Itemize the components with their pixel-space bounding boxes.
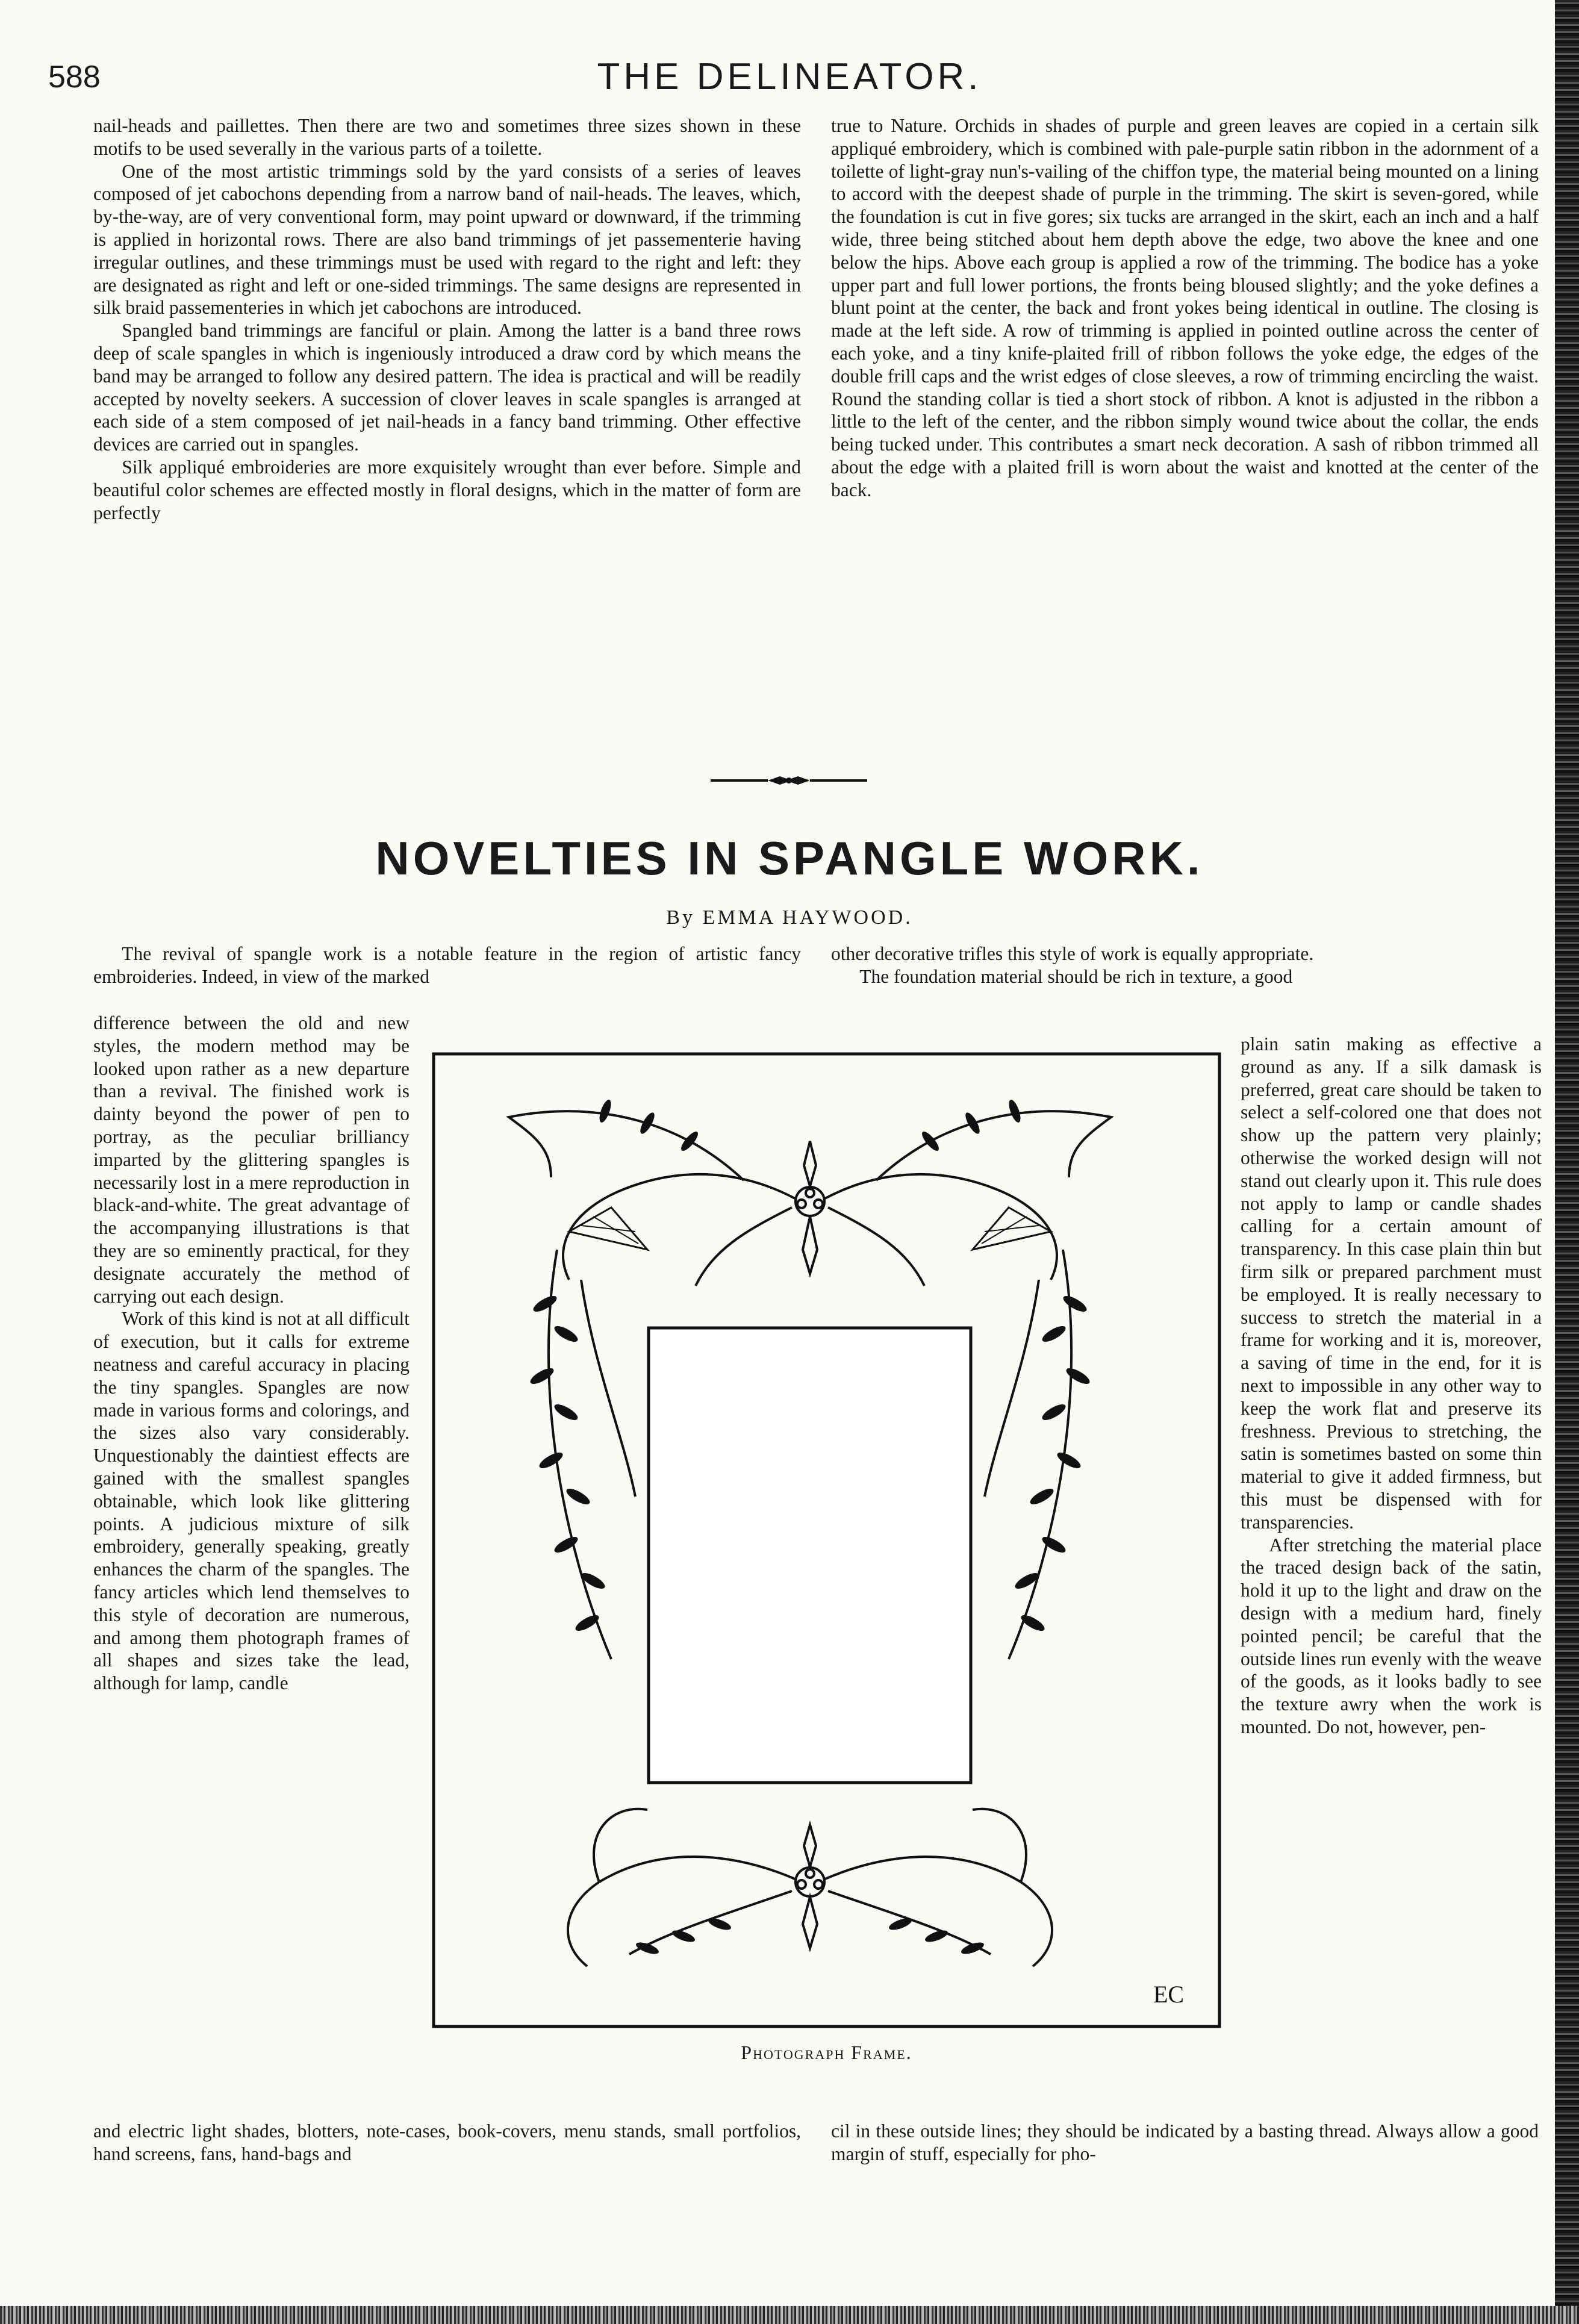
paragraph: and electric light shades, blotters, note-cases, book-covers, menu stands, small portfolios, hand screens, fans, hand-bags and [93,2120,801,2164]
paragraph: Work of this kind is not at all difficult of execution, but it calls for extreme neatness and careful accuracy in placing the tiny spangles. Spangles are now made in various forms and colorings, and the sizes also vary considerably. Unquestionably the daintiest effects are gained with the smallest spangles obtainable, which look like glittering points. A judicious mixture of silk embroidery, generally speaking, greatly enhances the charm of the spangles. The fancy articles which lend themselves to this style of decoration are numerous, and among them photograph frames of all shapes and sizes take the lead, although for lamp, candle [93,1308,410,1694]
paragraph: The revival of spangle work is a notable feature in the region of artistic fancy embroideries. Indeed, in view of the marked [93,943,801,987]
paragraph: true to Nature. Orchids in shades of purple and green leaves are copied in a certain silk appliqué embroidery, which is combined with pale-purple satin ribbon in the adornment of a toilette of light-gray nun's-vailing of the chiffon type, the material being mounted on a lining to accord with the deepest shade of purple in the trimming. The skirt is seven-gored, while the foundation is cut in five gores; six tucks are arranged in the skirt, each an inch and a half wide, three being stitched about hem depth above the edge, two above the knee and one below the hips. Above each group is applied a row of the trimming. The bodice has a yoke upper part and full lower portions, the fronts being bloused slightly; and the yoke defines a blunt point at the center, the back and front yokes being identical in outline. The closing is made at the left side. A row of trimming is applied in pointed outline across the center of each yoke, and a tiny knife-plaited frill of ribbon follows the yoke edge, the edges of the double frill caps and the wrist edges of close sleeves, a row of trimming encircling the waist. Round the standing collar is tied a short stock of ribbon. A knot is adjusted in the ribbon a little to the left of the center, and the ribbon simply wound twice about the collar, the ends being tucked under. This contributes a smart neck decoration. A sash of ribbon trimmed all about the edge with a plaited frill is worn about the waist and knotted at the center of the back. [831,115,1539,500]
figure-caption: Photograph Frame. [741,2042,912,2063]
magazine-title: THE DELINEATOR. [597,56,982,98]
intro-right-text [831,942,1539,988]
paragraph: Spangled band trimmings are fanciful or plain. Among the latter is a band three rows deep of scale spangles in which is ingeniously introduced a draw cord by which means the band may be arranged to follow any desired pattern. The idea is practical and will be readily accepted by novelty seekers. A succession of clover leaves in scale spangles is arranged at each side of a stem composed of jet nail-heads in a fancy band trimming. Other effective devices are carried out in spangles. [93,320,801,455]
paragraph: plain satin making as effective a ground as any. If a silk damask is preferred, great care should be taken to select a self-colored one that does not show up the pattern very plainly; otherwise the worked design will not stand out clearly upon it. This rule does not apply to lamp or candle shades calling for a certain amount of transparency. In this case plain thin but firm silk or prepared parchment must be employed. It is really necessary to success to stretch the material in a frame for working and it is, moreover, a saving of time in the end, for it is next to impossible in any other way to keep the work flat and preserve its freshness. Previous to stretching, the satin is sometimes basted on some thin material to give it added firmness, but this must be dispensed with for transparencies. [1241,1033,1542,1533]
top-article-left-column [93,114,801,524]
page-number: 588 [48,60,101,95]
paragraph: difference between the old and new styles, the modern method may be looked upon rather as a new departure than a revival. The finished work is dainty beyond the power of pen to portray, as the peculiar brilliancy imparted by the glittering spangles is necessarily lost in a mere reproduction in black-and-white. The great advantage of the accompanying illustrations is that they are so eminently practical, for they designate accurately the method of carrying out each design. [93,1012,410,1307]
intro-left-text [93,942,801,988]
engraver-monogram: EC [1153,1981,1185,2008]
paragraph: One of the most artistic trimmings sold by the yard consists of a series of leaves composed of jet cabochons depending from a narrow band of nail-heads. The leaves, which, by-the-way, are of very conventional form, may point upward or downward, if the trimming is applied in horizontal rows. There are also band trimmings of jet passementerie having irregular outlines, and these trimmings must be used with regard to the right and left: they are designated as right and left or one-sided trimmings. The same designs are represented in silk braid passementeries in which jet cabochons are introduced. [93,160,801,319]
paragraph: cil in these outside lines; they should be indicated by a basting thread. Always allow a good margin of stuff, especially for pho- [831,2120,1539,2164]
photograph-frame-illustration [431,1051,1222,2030]
top-article-right-column [831,114,1539,502]
photo-opening [649,1328,971,1783]
paragraph: nail-heads and paillettes. Then there are two and sometimes three sizes shown in these motifs to be used severally in the various parts of a toilette. [93,115,801,159]
narrow-left-column [93,1012,410,1695]
article-title: NOVELTIES IN SPANGLE WORK. [375,832,1204,885]
narrow-right-column [1241,1033,1542,1739]
paragraph: The foundation material should be rich in texture, a good [859,965,1293,987]
article-byline: By EMMA HAYWOOD. [666,906,913,929]
paragraph: Silk appliqué embroideries are more exquisitely wrought than ever before. Simple and beautiful color schemes are effected mostly in floral designs, which in the matter of form are perfectly [93,456,801,523]
paragraph: other decorative trifles this style of work is equally appropriate. [831,943,1314,964]
page-bottom-edge [0,2306,1579,2324]
paragraph: After stretching the material place the traced design back of the satin, hold it up to the light and draw on the design with a medium hard, finely pointed pencil; be careful that the outside lines run evenly with the weave of the goods, as it looks badly to see the texture awry when the work is mounted. Do not, however, pen- [1241,1534,1542,1737]
binding-edge [1555,0,1579,2324]
section-divider-ornament [711,776,867,785]
bottom-right-text [831,2120,1539,2166]
bottom-left-text [93,2120,801,2166]
